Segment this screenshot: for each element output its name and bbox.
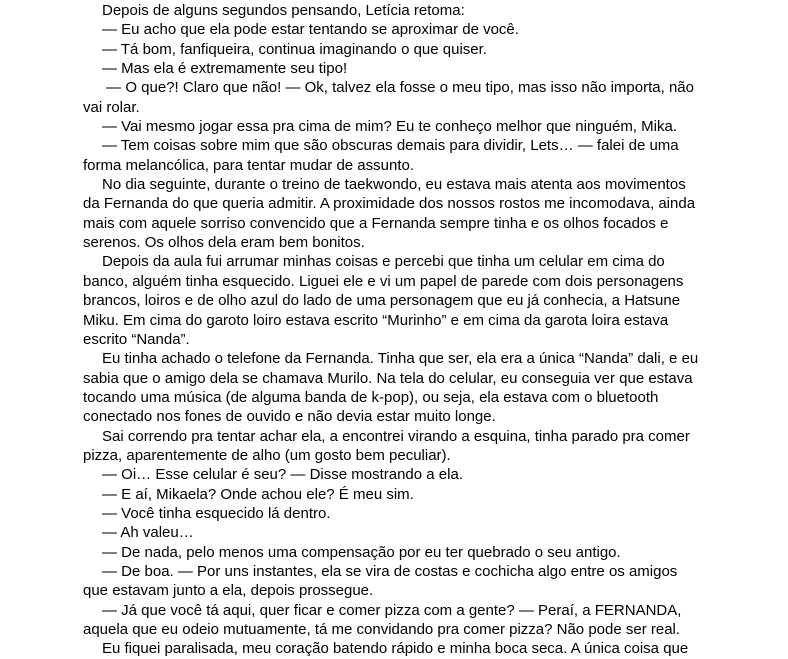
text-line: forma melancólica, para tentar mudar de assunto. xyxy=(83,156,415,174)
text-line: Eu fiquei paralisada, meu coração batendo rápido e minha boca seca. A única coisa que xyxy=(102,640,689,658)
text-line: — Ah valeu… xyxy=(102,524,194,542)
text-line: — Você tinha esquecido lá dentro. xyxy=(102,504,331,522)
text-line: — Já que você tá aqui, quer ficar e comer pizza com a gente? — Peraí, a FERNANDA, xyxy=(102,601,682,619)
text-line: pizza, aparentemente de alho (um gosto bem peculiar). xyxy=(83,446,451,464)
text-line: — Oi… Esse celular é seu? — Disse mostrando a ela. xyxy=(102,466,463,484)
text-line: aquela que eu odeio mutuamente, tá me convidando pra comer pizza? Não pode ser real. xyxy=(83,621,681,638)
text-line: da Fernanda do que queria admitir. A proximidade dos nossos rostos me incomodava, ainda xyxy=(83,195,696,213)
text-line: Eu tinha achado o telefone da Fernanda. Tinha que ser, ela era a única “Nanda” dali, e eu xyxy=(102,350,699,368)
text-line: sabia que o amigo dela se chamava Murilo. Na tela do celular, eu conseguia ver que estava xyxy=(83,369,693,387)
text-line: brancos, loiros e de olho azul do lado de uma personagem que eu já conhecia, a Hatsune xyxy=(83,292,681,310)
text-line: — De boa. — Por uns instantes, ela se vira de costas e cochicha algo entre os amigos xyxy=(102,562,678,580)
text-line: — Tá bom, fanfiqueira, continua imaginando o que quiser. xyxy=(102,40,487,58)
text-line: — De nada, pelo menos uma compensação por eu ter quebrado o seu antigo. xyxy=(102,543,621,561)
text-line: — E aí, Mikaela? Onde achou ele? É meu sim. xyxy=(102,485,414,503)
text-line: Sai correndo pra tentar achar ela, a encontrei virando a esquina, tinha parado pra comer xyxy=(102,427,690,445)
text-line: Depois de alguns segundos pensando, Letícia retoma: xyxy=(102,2,465,19)
text-line: vai rolar. xyxy=(83,98,140,116)
text-line: mais com aquele sorriso convencido que a Fernanda sempre tinha e os olhos focados e xyxy=(83,214,669,232)
text-line: No dia seguinte, durante o treino de taekwondo, eu estava mais atenta aos movimentos xyxy=(102,176,686,194)
text-line: Miku. Em cima do garoto loiro estava escrito “Murinho” e em cima da garota loira estava xyxy=(83,311,669,329)
text-line: — O que?! Claro que não! — Ok, talvez ela fosse o meu tipo, mas isso não importa, não xyxy=(102,79,694,97)
text-line: — Vai mesmo jogar essa pra cima de mim? Eu te conheço melhor que ninguém, Mika. xyxy=(102,118,677,136)
text-line: serenos. Os olhos dela eram bem bonitos. xyxy=(83,234,365,252)
text-line: Depois da aula fui arrumar minhas coisas e percebi que tinha um celular em cima do xyxy=(102,253,665,271)
text-line: que estavam junto a ela, depois prossegue. xyxy=(83,582,374,600)
text-line: banco, alguém tinha esquecido. Liguei ele e vi um papel de parede com dois personagens xyxy=(83,272,684,290)
text-line: — Tem coisas sobre mim que são obscuras demais para dividir, Lets… — falei de uma xyxy=(102,137,679,155)
text-line: tocando uma música (de alguma banda de k-pop), ou seja, ela estava com o bluetooth xyxy=(83,388,659,406)
text-line: escrito “Nanda”. xyxy=(83,330,190,348)
text-line: — Eu acho que ela pode estar tentando se aproximar de você. xyxy=(102,21,519,39)
text-line: conectado nos fones de ouvido e não devia estar muito longe. xyxy=(83,408,496,426)
text-line: — Mas ela é extremamente seu tipo! xyxy=(102,60,348,78)
